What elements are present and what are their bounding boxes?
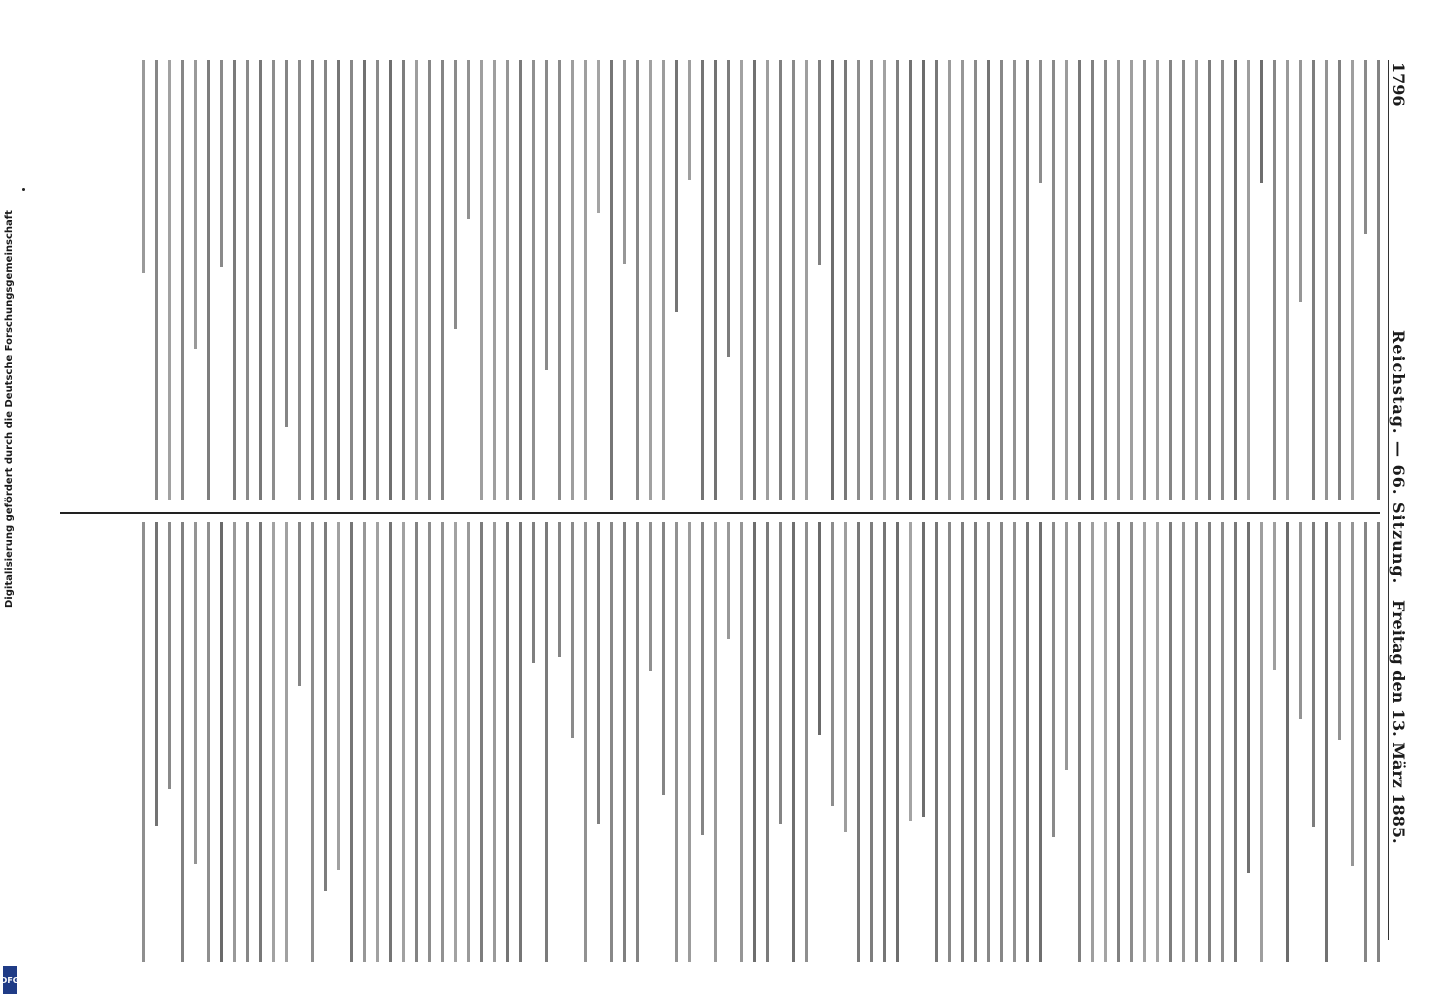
text-line <box>1273 60 1276 500</box>
text-line <box>1091 60 1094 500</box>
text-line <box>1091 522 1094 962</box>
session-date: Freitag den 13. März 1885. <box>1389 600 1408 844</box>
text-line <box>857 60 860 500</box>
text-line <box>259 522 262 962</box>
text-line <box>181 60 184 500</box>
text-line <box>285 522 288 962</box>
text-line <box>948 522 951 962</box>
text-line <box>831 60 834 500</box>
text-line <box>1039 60 1042 183</box>
text-line <box>376 522 379 962</box>
text-line <box>636 60 639 500</box>
text-line <box>363 522 366 962</box>
text-line <box>168 522 171 789</box>
text-line <box>805 522 808 962</box>
text-line <box>1000 60 1003 500</box>
text-line <box>870 522 873 962</box>
text-line <box>1117 60 1120 500</box>
text-line <box>1247 522 1250 873</box>
text-line <box>1221 60 1224 500</box>
text-line <box>311 60 314 500</box>
text-line <box>233 60 236 500</box>
text-line <box>207 60 210 500</box>
text-line <box>688 60 691 180</box>
text-line <box>883 60 886 500</box>
text-line <box>662 60 665 500</box>
text-line <box>272 60 275 500</box>
text-line <box>532 522 535 663</box>
text-line <box>1234 60 1237 500</box>
text-line <box>142 60 145 273</box>
text-line <box>1130 60 1133 500</box>
text-line <box>1208 60 1211 500</box>
text-line <box>597 60 600 213</box>
text-line <box>220 60 223 267</box>
text-line <box>1286 522 1289 962</box>
text-line <box>168 60 171 500</box>
upper-column-text <box>110 60 1380 500</box>
text-line <box>324 60 327 500</box>
text-line <box>1013 522 1016 962</box>
text-line <box>1273 522 1276 670</box>
text-line <box>467 522 470 962</box>
text-line <box>714 522 717 962</box>
text-line <box>389 60 392 500</box>
text-line <box>896 522 899 962</box>
text-line <box>1312 60 1315 500</box>
text-line <box>1065 522 1068 770</box>
lower-column-text <box>110 522 1380 962</box>
text-line <box>402 60 405 500</box>
header-rule <box>1388 60 1389 940</box>
text-line <box>831 522 834 806</box>
text-line <box>467 60 470 219</box>
text-line <box>480 522 483 962</box>
text-line <box>766 60 769 500</box>
text-line <box>181 522 184 962</box>
text-line <box>1312 522 1315 827</box>
text-line <box>415 60 418 500</box>
text-line <box>857 522 860 962</box>
digitization-credit: Digitalisierung gefördert durch die Deutsche Forschungsgemeinschaft <box>4 210 15 608</box>
text-line <box>545 522 548 962</box>
text-line <box>506 60 509 500</box>
text-line <box>1182 522 1185 962</box>
dfg-logo: DFG <box>3 966 17 994</box>
text-line <box>1234 522 1237 962</box>
text-line <box>1338 60 1341 500</box>
text-line <box>558 522 561 657</box>
text-line <box>818 60 821 265</box>
text-line <box>1052 522 1055 837</box>
text-line <box>1377 60 1380 500</box>
text-line <box>571 60 574 500</box>
text-line <box>1325 60 1328 500</box>
text-line <box>1260 60 1263 183</box>
text-line <box>1143 522 1146 962</box>
text-line <box>1039 522 1042 962</box>
text-line <box>961 60 964 500</box>
text-line <box>428 522 431 962</box>
text-line <box>350 522 353 962</box>
text-line <box>298 522 301 686</box>
text-line <box>1364 60 1367 234</box>
text-line <box>1156 60 1159 500</box>
text-line <box>155 60 158 500</box>
text-line <box>922 522 925 817</box>
text-line <box>246 522 249 962</box>
text-line <box>662 522 665 795</box>
text-line <box>948 60 951 500</box>
text-line <box>766 522 769 962</box>
text-line <box>909 60 912 500</box>
text-line <box>389 522 392 962</box>
text-line <box>623 60 626 264</box>
text-line <box>675 522 678 962</box>
text-line <box>1169 60 1172 500</box>
text-line <box>1104 522 1107 962</box>
text-line <box>610 60 613 500</box>
text-line <box>1351 522 1354 866</box>
text-line <box>727 522 730 639</box>
text-line <box>233 522 236 962</box>
text-line <box>818 522 821 735</box>
text-line <box>896 60 899 500</box>
text-line <box>1169 522 1172 962</box>
text-line <box>337 60 340 500</box>
text-line <box>1195 522 1198 962</box>
text-line <box>350 60 353 500</box>
text-line <box>1104 60 1107 500</box>
text-line <box>1000 522 1003 962</box>
text-line <box>597 522 600 824</box>
text-line <box>1338 522 1341 740</box>
text-line <box>1364 522 1367 962</box>
text-line <box>701 522 704 835</box>
text-line <box>922 60 925 500</box>
text-line <box>714 60 717 500</box>
page-title: Reichstag. — 66. Sitzung. <box>1389 330 1408 585</box>
text-line <box>506 522 509 962</box>
text-line <box>974 522 977 962</box>
text-line <box>753 60 756 500</box>
text-line <box>298 60 301 500</box>
text-line <box>909 522 912 821</box>
text-line <box>688 522 691 962</box>
margin-mark <box>22 188 25 191</box>
text-line <box>337 522 340 870</box>
text-line <box>519 522 522 962</box>
text-line <box>961 522 964 962</box>
text-line <box>207 522 210 962</box>
text-line <box>727 60 730 357</box>
text-line <box>974 60 977 500</box>
text-line <box>1351 60 1354 500</box>
text-line <box>1377 522 1380 962</box>
text-line <box>1078 60 1081 500</box>
text-line <box>1208 522 1211 962</box>
text-line <box>701 60 704 500</box>
text-line <box>194 60 197 349</box>
column-divider <box>60 512 1380 514</box>
text-line <box>935 522 938 962</box>
text-line <box>1013 60 1016 500</box>
text-line <box>441 60 444 500</box>
text-line <box>1117 522 1120 962</box>
text-line <box>805 60 808 500</box>
text-line <box>532 60 535 500</box>
text-line <box>1052 60 1055 500</box>
text-line <box>1143 60 1146 500</box>
text-line <box>454 522 457 962</box>
text-line <box>584 60 587 500</box>
text-line <box>376 60 379 500</box>
text-line <box>155 522 158 826</box>
text-line <box>558 60 561 500</box>
text-line <box>324 522 327 891</box>
text-line <box>441 522 444 962</box>
text-line <box>987 522 990 962</box>
text-line <box>584 522 587 962</box>
text-line <box>1325 522 1328 962</box>
text-line <box>844 522 847 832</box>
text-line <box>649 522 652 671</box>
text-line <box>1247 60 1250 500</box>
text-line <box>1260 522 1263 962</box>
text-line <box>1065 60 1068 500</box>
text-line <box>493 522 496 962</box>
text-line <box>272 522 275 962</box>
text-line <box>844 60 847 500</box>
text-line <box>1195 60 1198 500</box>
text-line <box>415 522 418 962</box>
text-line <box>1026 60 1029 500</box>
text-line <box>1156 522 1159 962</box>
text-line <box>779 60 782 500</box>
text-line <box>623 522 626 962</box>
text-line <box>571 522 574 738</box>
text-line <box>1221 522 1224 962</box>
text-line <box>285 60 288 427</box>
text-line <box>753 522 756 962</box>
text-line <box>1286 60 1289 500</box>
text-line <box>636 522 639 962</box>
page-number: 1796 <box>1389 62 1408 107</box>
text-line <box>363 60 366 500</box>
text-line <box>519 60 522 500</box>
text-line <box>246 60 249 500</box>
text-line <box>142 522 145 962</box>
text-line <box>1299 60 1302 302</box>
text-line <box>1078 522 1081 962</box>
text-line <box>402 522 405 962</box>
text-line <box>545 60 548 370</box>
text-line <box>480 60 483 500</box>
text-line <box>194 522 197 864</box>
text-line <box>1182 60 1185 500</box>
text-line <box>987 60 990 500</box>
text-line <box>792 60 795 500</box>
text-line <box>220 522 223 962</box>
text-line <box>493 60 496 500</box>
text-line <box>1299 522 1302 719</box>
text-line <box>649 60 652 500</box>
text-line <box>1026 522 1029 962</box>
text-line <box>311 522 314 962</box>
text-line <box>779 522 782 824</box>
text-line <box>454 60 457 329</box>
text-line <box>883 522 886 962</box>
text-line <box>740 522 743 962</box>
text-line <box>740 60 743 500</box>
text-line <box>1130 522 1133 962</box>
text-line <box>870 60 873 500</box>
text-line <box>792 522 795 962</box>
text-line <box>610 522 613 962</box>
text-line <box>259 60 262 500</box>
text-line <box>675 60 678 312</box>
text-line <box>935 60 938 500</box>
text-line <box>428 60 431 500</box>
